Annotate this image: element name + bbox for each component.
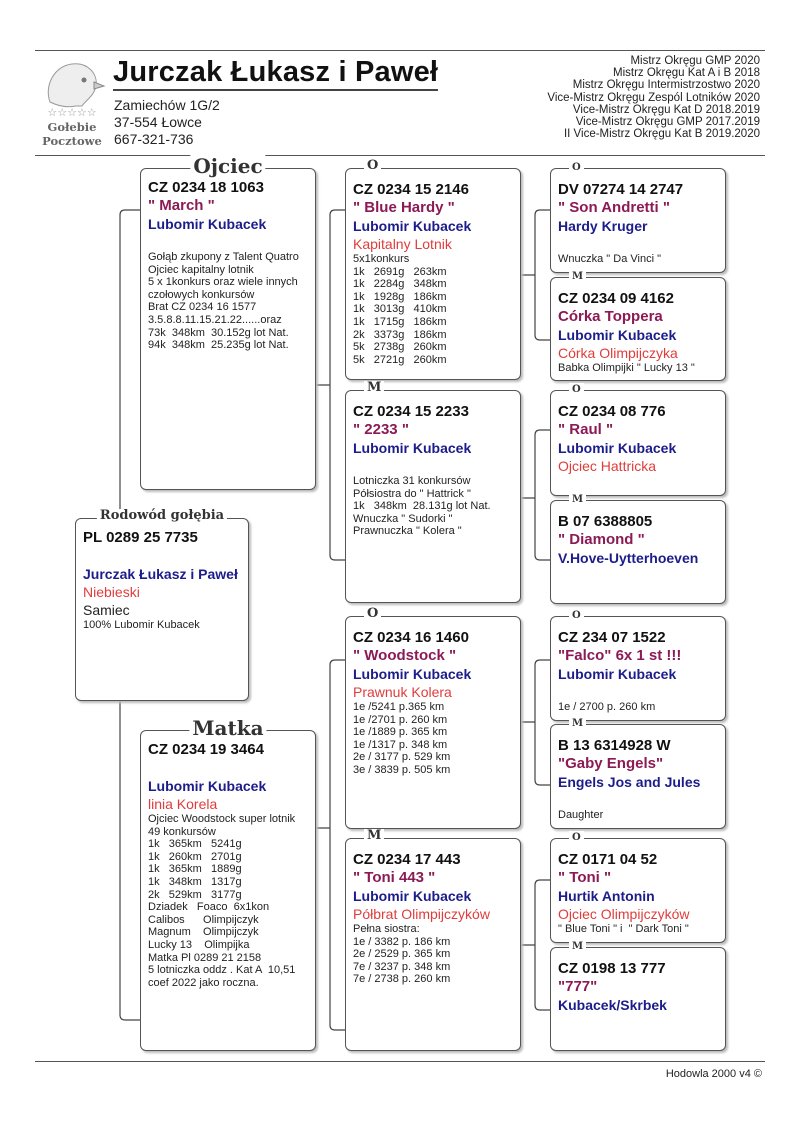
remark: Ojciec Hattricka (558, 458, 657, 474)
ring-number: CZ 0234 16 1460 (353, 629, 469, 646)
achievement: Mistrz Okręgu Intermistrzostwo 2020 (572, 79, 760, 92)
box-label: M (569, 717, 586, 731)
ring-number: CZ 0234 17 443 (353, 851, 461, 868)
note-line: 5x1konkurs (353, 253, 410, 265)
remark: Kapitalny Lotnik (353, 236, 452, 252)
footer-credit: Hodowla 2000 v4 © (665, 1068, 762, 1080)
breeder-name: Lubomir Kubacek (558, 666, 677, 682)
pedigree-box-mfm (550, 718, 726, 829)
remark: Prawnuk Kolera (353, 684, 452, 700)
remark (558, 683, 725, 701)
ring-number: B 07 6388805 (558, 513, 653, 530)
note-line: 1k 365km 1889g (148, 863, 242, 876)
ring-number: CZ 234 07 1522 (558, 629, 666, 646)
pigeon-name: " Woodstock " (353, 647, 457, 664)
box-label: M (569, 270, 586, 284)
pedigree-label: Rodowód gołębia (97, 509, 227, 523)
remark: Ojciec Olimpijczyków (558, 906, 690, 922)
pigeon-name: " 2233 " (353, 421, 409, 438)
ring-number: CZ 0171 04 52 (558, 851, 658, 868)
pedigree-box-father (140, 154, 316, 490)
note-line: Brat CZ 0234 16 1577 (148, 301, 257, 314)
remark (558, 791, 725, 809)
note-line: 3.5.8.8.11.15.21.22......oraz (148, 313, 282, 326)
pigeon-name: "Gaby Engels" (558, 755, 664, 772)
note-line: 49 konkursów (148, 825, 216, 838)
note-line: Lucky 13 Olimpijka (148, 938, 250, 951)
pigeon-note: 100% Lubomir Kubacek (83, 619, 200, 631)
breeder-name: Hardy Kruger (558, 218, 648, 234)
pigeon-name: "777" (558, 978, 598, 995)
box-label: O (364, 159, 381, 173)
pigeon-name: " Diamond " (558, 531, 645, 548)
remark (558, 567, 725, 585)
ring-number: CZ 0234 08 776 (558, 403, 666, 420)
pedigree-box-fff (550, 162, 726, 273)
note-line: 5 x 1konkurs oraz wiele innych (148, 276, 298, 289)
note-line: 5k 2738g 260km (353, 341, 447, 354)
pigeon-name (148, 759, 315, 777)
note-line: 1k 1928g 186km (353, 290, 447, 303)
box-label: O (364, 607, 381, 621)
note-line: 1e / 2700 p. 260 km (558, 701, 656, 713)
note-line: Półsiostra do " Hattrick " (353, 487, 471, 500)
breeder-name: Hurtik Antonin (558, 888, 655, 904)
breeder-name: Lubomir Kubacek (353, 440, 472, 456)
note-line: 1k 348km 1317g (148, 875, 242, 888)
pigeon-name: " March " (148, 197, 215, 214)
achievement: Vice-Mistrz Okręgu GMP 2017.2019 (575, 116, 760, 129)
remark (558, 1014, 725, 1032)
achievement: II Vice-Mistrz Okręgu Kat B 2019.2020 (563, 128, 760, 141)
note-line: Prawnuczka " Kolera " (353, 525, 462, 538)
remark: Córka Olimpijczyka (558, 345, 678, 361)
pigeon-name: " Son Andretti " (558, 199, 670, 216)
note-line: 5 lotniczka oddz . Kat A 10,51 (148, 964, 296, 977)
breeder-name: Lubomir Kubacek (558, 440, 677, 456)
note-line: Daughter (558, 809, 604, 821)
svg-text:☆☆☆☆☆: ☆☆☆☆☆ (47, 106, 97, 119)
box-label: M (364, 381, 384, 395)
breeder-name: Lubomir Kubacek (353, 666, 472, 682)
note-line: Pełna siostra: (353, 923, 420, 935)
note-line: Ojciec kapitalny lotnik (148, 263, 254, 276)
note-line: 1e /5241 p.365 km (353, 701, 445, 713)
achievement: Mistrz Okręgu Kat A i B 2018 (612, 67, 760, 80)
address-street: Zamiechów 1G/2 (114, 97, 220, 113)
ring-number: CZ 0234 18 1063 (148, 179, 264, 196)
note-line: czołowych konkursów (148, 288, 255, 301)
remark: Półbrat Olimpijczyków (353, 906, 490, 922)
note-line: 94k 348km 25.235g lot Nat. (148, 339, 289, 352)
box-label: M (569, 940, 586, 954)
achievement: Vice-Mistrz Okręgu Kat D 2018.2019 (572, 103, 760, 116)
note-line: 2k 529km 3177g (148, 888, 242, 901)
box-label: O (569, 831, 584, 845)
breeder-name: V.Hove-Uytterhoeven (558, 550, 699, 566)
achievement: Vice-Mistrz Okręgu Zespól Lotników 2020 (547, 91, 760, 104)
note-line: 1e /1889 p. 365 km (353, 726, 448, 739)
breeder-name: Engels Jos and Jules (558, 774, 701, 790)
pigeon-name: " Blue Hardy " (353, 199, 455, 216)
remark (353, 457, 520, 475)
note-line: 1k 365km 5241g (148, 838, 242, 851)
pedigree-box-fmm (550, 494, 726, 604)
pedigree-box-fm (345, 380, 521, 603)
note-line: Lotniczka 31 konkursów (353, 475, 471, 487)
ring-number: DV 07274 14 2747 (558, 181, 684, 198)
box-label: Matka (189, 717, 266, 739)
remark (148, 233, 315, 251)
note-line: 3e / 3839 p. 505 km (353, 763, 451, 776)
breeder-name: Lubomir Kubacek (148, 778, 267, 794)
note-line: 1k 3013g 410km (353, 303, 447, 316)
phone-number: 667-321-736 (114, 131, 194, 147)
note-line: 73k 348km 30.152g lot Nat. (148, 326, 289, 339)
box-label: O (569, 161, 584, 175)
box-label: M (569, 493, 586, 507)
ring-number: CZ 0234 15 2146 (353, 181, 469, 198)
ring-number: CZ 0198 13 777 (558, 960, 666, 977)
note-line: 7e / 3237 p. 348 km (353, 960, 451, 973)
pigeon-sex: Samiec (83, 602, 130, 618)
note-line: 1k 348km 28.131g lot Nat. (353, 500, 491, 513)
note-line: 1k 2691g 263km (353, 265, 447, 278)
note-line: Babka Olimpijki " Lucky 13 " (558, 362, 695, 374)
pigeon-name: " Toni " (558, 869, 612, 886)
note-line: Dziadek Foaco 6x1kon (148, 901, 270, 914)
note-line: Wnuczka " Sudorki " (353, 512, 453, 525)
pigeon-name: "Falco" 6x 1 st !!! (558, 647, 682, 664)
note-line: Gołąb zkupony z Talent Quatro (148, 251, 299, 263)
remark: linia Korela (148, 796, 218, 812)
ring-number: PL 0289 25 7735 (83, 529, 198, 546)
svg-text:Pocztowe: Pocztowe (42, 134, 102, 148)
pigeon-color: Niebieski (83, 584, 140, 600)
note-line: coef 2022 jako roczna. (148, 976, 259, 989)
pedigree-box-mmf (550, 832, 726, 943)
achievement: Mistrz Okręgu GMP 2020 (630, 55, 760, 67)
note-line: 1k 1715g 186km (353, 315, 447, 328)
pedigree-box-ffm (550, 271, 726, 381)
pedigree-box-fmf (550, 384, 726, 496)
pedigree-box-mff (550, 610, 726, 721)
note-line: 5k 2721g 260km (353, 353, 447, 366)
note-line: 7e / 2738 p. 260 km (353, 973, 451, 986)
note-line: 1e /2701 p. 260 km (353, 713, 448, 726)
breeder-name: Jurczak Łukasz i Paweł (83, 566, 238, 582)
pedigree-box-mf (345, 606, 521, 829)
ring-number: CZ 0234 19 3464 (148, 741, 264, 758)
note-line: 1k 260km 2701g (148, 850, 242, 863)
pedigree-box-ff (345, 158, 521, 380)
breeder-name: Lubomir Kubacek (148, 216, 267, 232)
note-line: 1e /1317 p. 348 km (353, 738, 448, 751)
note-line: Matka Pl 0289 21 2158 (148, 951, 262, 964)
pedigree-box-mmm (550, 941, 726, 1051)
breeder-name: Kubacek/Skrbek (558, 997, 667, 1013)
note-line: 2e / 2529 p. 365 km (353, 948, 451, 961)
note-line: Magnum Olimpijczyk (148, 926, 259, 939)
box-label: Ojciec (190, 155, 265, 177)
pedigree-box-mm (345, 828, 521, 1051)
pedigree-box-mother (140, 716, 316, 1051)
ring-number: B 13 6314928 W (558, 737, 671, 754)
note-line: Ojciec Woodstock super lotnik (148, 813, 296, 825)
note-line: 1k 2284g 348km (353, 278, 447, 291)
breeder-title: Jurczak Łukasz i Paweł (113, 56, 438, 91)
breeder-name: Lubomir Kubacek (558, 327, 677, 343)
pigeon-name: Córka Toppera (558, 308, 663, 325)
note-line: 2e / 3177 p. 529 km (353, 751, 451, 764)
note-line: 2k 3373g 186km (353, 328, 447, 341)
svg-text:Gołebie: Gołebie (47, 120, 97, 134)
note-line: " Blue Toni " i " Dark Toni " (558, 923, 689, 935)
pigeon-main-box (75, 508, 249, 701)
breeder-name: Lubomir Kubacek (353, 218, 472, 234)
breeder-name: Lubomir Kubacek (353, 888, 472, 904)
box-label: O (569, 609, 584, 623)
address-city: 37-554 Łowce (114, 114, 202, 130)
note-line: 1e / 3382 p. 186 km (353, 935, 451, 948)
pigeon-name: " Toni 443 " (353, 869, 436, 886)
note-line: Wnuczka " Da Vinci " (558, 253, 661, 265)
ring-number: CZ 0234 09 4162 (558, 290, 674, 307)
remark (558, 235, 725, 253)
ring-number: CZ 0234 15 2233 (353, 403, 469, 420)
pigeon-name: " Raul " (558, 421, 614, 438)
box-label: O (569, 383, 584, 397)
note-line: Calibos Olimpijczyk (148, 913, 259, 926)
box-label: M (364, 829, 384, 843)
